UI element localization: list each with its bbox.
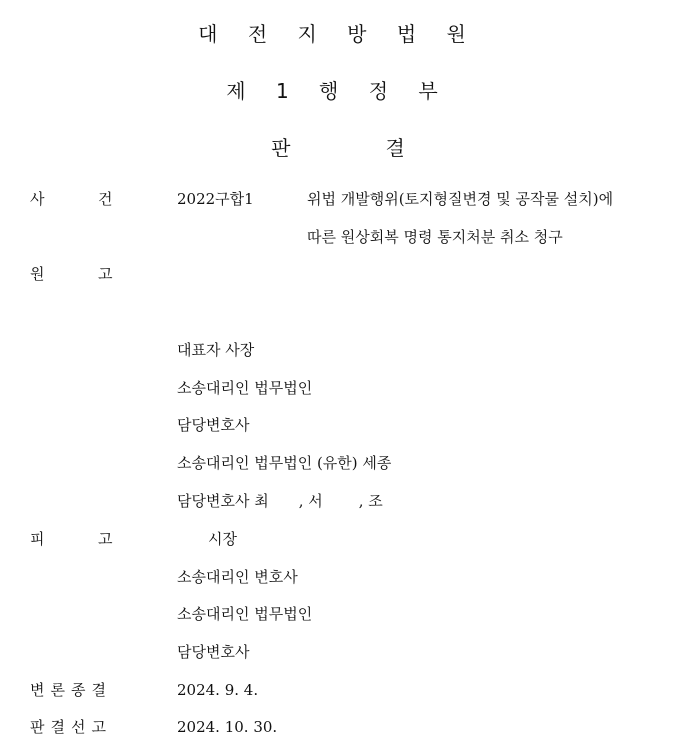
document-type-left: 판 (271, 136, 291, 160)
plaintiff-representative: 대표자 사장 (177, 341, 255, 359)
defendant-row (0, 529, 676, 549)
defendant-name: 시장 (208, 530, 237, 548)
plaintiff-line (0, 415, 676, 435)
judgment-row (0, 717, 676, 737)
defendant-label-right: 고 (98, 530, 113, 548)
defendant-line (0, 604, 676, 624)
case-number: 2022구합1 (177, 190, 254, 208)
plaintiff-label-left: 원 (30, 265, 45, 283)
plaintiff-counsel-firm-2: 소송대리인 법무법인 (유한) 세종 (177, 454, 392, 472)
plaintiff-line (0, 453, 676, 473)
case-row (0, 189, 676, 209)
judgment-date: 2024. 10. 30. (177, 718, 278, 736)
case-label-left: 사 (30, 190, 45, 208)
plaintiff-line (0, 491, 676, 511)
document-type (0, 132, 676, 161)
judgment-label: 판결선고 (30, 718, 112, 736)
defendant-label-left: 피 (30, 530, 45, 548)
defendant-counsel-firm: 소송대리인 법무법인 (177, 605, 313, 623)
defendant-line (0, 567, 676, 587)
defendant-counsel-lawyer: 소송대리인 변호사 (177, 568, 298, 586)
court-name: 대 전 지 방 법 원 (198, 22, 478, 46)
case-title-line1: 위법 개발행위(토지형질변경 및 공작물 설치)에 (307, 190, 614, 208)
closing-label: 변론종결 (30, 681, 112, 699)
plaintiff-line (0, 378, 676, 398)
plaintiff-label-right: 고 (98, 265, 113, 283)
plaintiff-attorney: 담당변호사 (177, 416, 250, 434)
case-label-right: 건 (98, 190, 113, 208)
case-title-row2 (0, 227, 676, 247)
plaintiff-line (0, 340, 676, 360)
plaintiff-attorneys: 담당변호사 최 , 서 , 조 (177, 492, 383, 510)
document-type-right: 결 (385, 136, 405, 160)
defendant-line (0, 642, 676, 662)
closing-row (0, 680, 676, 700)
case-title-line2: 따른 원상회복 명령 통지처분 취소 청구 (307, 228, 563, 246)
closing-date: 2024. 9. 4. (177, 681, 259, 699)
division-name: 제 1 행 정 부 (226, 79, 450, 103)
plaintiff-row (0, 264, 676, 284)
defendant-attorney: 담당변호사 (177, 643, 250, 661)
plaintiff-counsel-firm: 소송대리인 법무법인 (177, 379, 313, 397)
